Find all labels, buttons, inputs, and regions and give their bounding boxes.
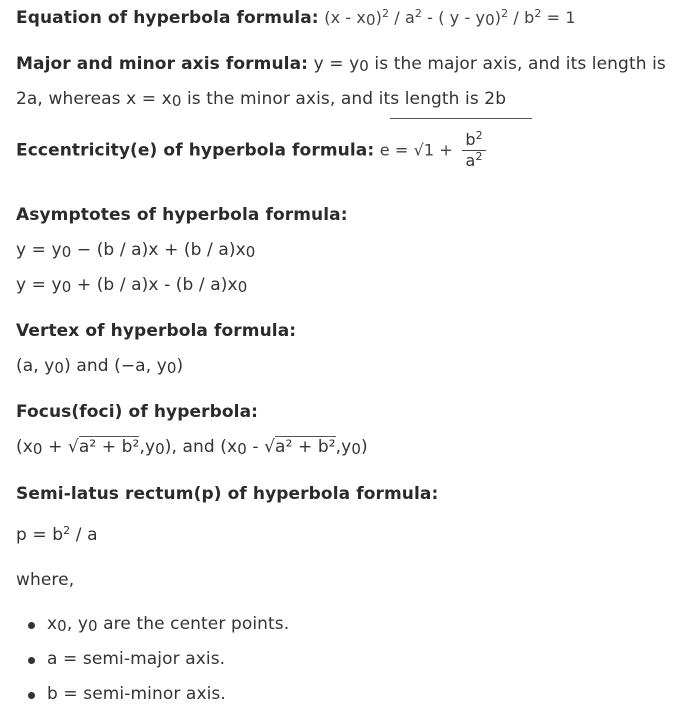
eccentricity-line: [16, 130, 486, 171]
semi-latus-label: Semi-latus rectum(p) of hyperbola formula:: [16, 484, 439, 504]
asymptote-formula-1: y = y0 − (b / a)x + (b / a)x0: [16, 240, 256, 261]
axis-label: Major and minor axis formula:: [16, 54, 309, 74]
bullet-icon: [28, 692, 35, 699]
equation-formula: $(x - x0)^2 / a^2$ - ( $y - y0)^2 / b^2 = 1$: [324, 7, 576, 29]
where-text: where,: [16, 570, 75, 590]
semi-latus-formula: $p = b^2 / a$: [16, 524, 98, 545]
vertex-formula: (a, y0) and (−a, y0): [16, 356, 184, 377]
vertex-label: Vertex of hyperbola formula:: [16, 321, 297, 341]
list-item: x0, y0 are the center points.: [47, 614, 290, 635]
focus-formula: (x0 + √a² + b²,y0), and (x0 - √a² + b²,y0): [16, 437, 368, 458]
asymptotes-label: Asymptotes of hyperbola formula:: [16, 205, 348, 225]
eccentricity-label: Eccentricity(e) of hyperbola formula:: [16, 140, 375, 161]
axis-line-2: 2a, whereas x = x0 is the minor axis, and its length is 2b: [16, 89, 507, 110]
bullet-icon: [28, 622, 35, 629]
eccentricity-fraction: $\frac{b^2}{a^2}$: [462, 130, 485, 171]
bullet-icon: [28, 657, 35, 664]
equation-label: Equation of hyperbola formula:: [16, 8, 319, 28]
eccentricity-formula: e = √1 + $\frac{b^2}{a^2}$: [380, 130, 486, 171]
list-item: b = semi-minor axis.: [47, 684, 226, 704]
focus-label: Focus(foci) of hyperbola:: [16, 402, 259, 422]
equation-line: [16, 8, 576, 29]
asymptote-formula-2: y = y0 + (b / a)x - (b / a)x0: [16, 275, 248, 296]
axis-line-1: Major and minor axis formula: y = y0 is the major axis, and its length is: [16, 54, 666, 75]
list-item: a = semi-major axis.: [47, 649, 226, 669]
